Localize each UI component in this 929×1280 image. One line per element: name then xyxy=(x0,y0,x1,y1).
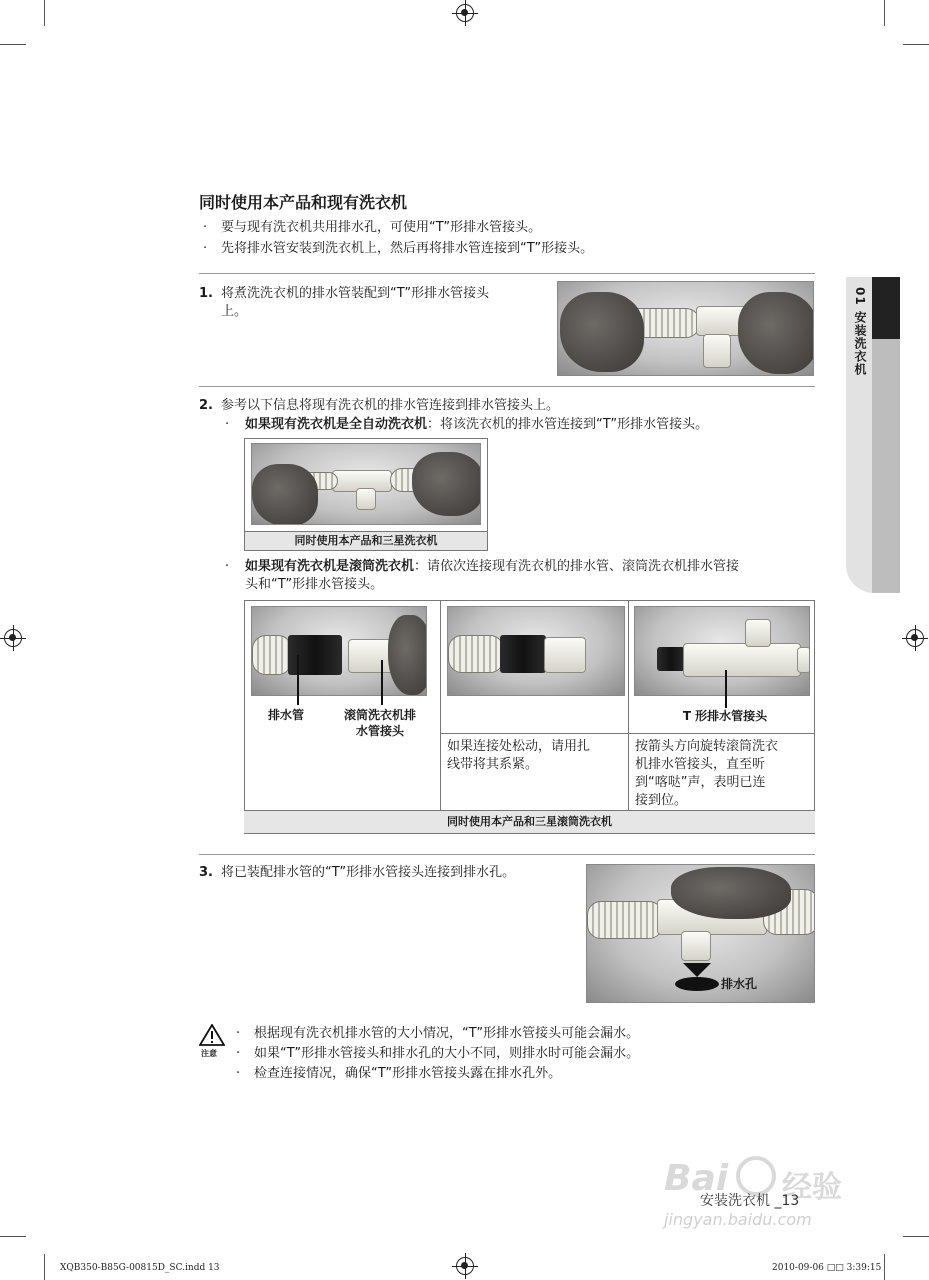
table-border xyxy=(244,833,815,834)
crop-line xyxy=(44,0,45,26)
bullet-icon: · xyxy=(225,559,230,574)
label-t-connector: T 形排水管接头 xyxy=(682,709,768,723)
watermark-text: Bai xyxy=(664,1158,729,1199)
photo-step1 xyxy=(557,281,814,376)
bullet-icon: · xyxy=(236,1046,241,1061)
cell-text: 机排水管接头，直至听 xyxy=(635,757,766,772)
registration-mark-bottom xyxy=(456,1257,474,1275)
cell-text: 线带将其系紧。 xyxy=(447,757,539,772)
chapter-tab-label: 01 安装洗衣机 xyxy=(853,287,867,376)
step-text: 将已装配排水管的“T”形排水管接头连接到排水孔。 xyxy=(221,865,516,880)
intro-bullet: · 要与现有洗衣机共用排水孔，可使用“T”形排水管接头。 xyxy=(203,218,541,238)
label-drain-hole: 排水孔 xyxy=(721,977,758,991)
photo-t-connector xyxy=(634,606,810,696)
frame-line xyxy=(487,438,488,531)
footer-file: XQB350-B85G-00815D_SC.indd 13 xyxy=(60,1263,220,1273)
caution-item: · 如果“T”形排水管接头和排水孔的大小不同，则排水时可能会漏水。 xyxy=(236,1044,639,1064)
crop-line xyxy=(44,1254,45,1280)
watermark-url: jingyan.baidu.com xyxy=(664,1210,812,1229)
arrow-down-icon xyxy=(683,963,711,977)
drain-hole-icon xyxy=(675,977,719,991)
caution-item: · 检查连接情况，确保“T”形排水管接头露在排水孔外。 xyxy=(236,1064,561,1084)
label-drum-connector: 滚筒洗衣机排 xyxy=(343,708,416,722)
step-text: 将煮洗洗衣机的排水管装配到“T”形排水管接头 xyxy=(221,286,490,301)
bullet-icon: · xyxy=(236,1066,241,1081)
step-text: 参考以下信息将现有洗衣机的排水管连接到排水管接头上。 xyxy=(221,398,560,413)
divider xyxy=(199,386,815,387)
crop-line xyxy=(0,44,26,45)
bullet-icon: · xyxy=(225,417,230,432)
caution-item: · 根据现有洗衣机排水管的大小情况，“T”形排水管接头可能会漏水。 xyxy=(236,1024,639,1044)
photo-hose-connector xyxy=(447,606,625,696)
label-drain-hose: 排水管 xyxy=(267,708,304,722)
bullet-icon: · xyxy=(203,241,208,256)
cell-text: 接到位。 xyxy=(635,793,688,808)
table-border xyxy=(244,600,815,601)
photo-automatic-washer xyxy=(251,443,481,525)
registration-mark-left xyxy=(4,629,22,647)
table-border xyxy=(814,600,815,833)
table-border xyxy=(244,600,245,833)
frame-line xyxy=(244,438,488,439)
crop-line xyxy=(884,1254,885,1280)
crop-line xyxy=(903,44,929,45)
frame-line xyxy=(244,438,245,531)
label-pointer xyxy=(725,670,727,708)
divider xyxy=(199,854,815,855)
step-number: 3. xyxy=(199,865,213,880)
photo-drum-hose xyxy=(251,606,427,696)
section-title: 同时使用本产品和现有洗衣机 xyxy=(199,193,408,212)
label-drum-connector: 水管接头 xyxy=(355,724,404,738)
crop-line xyxy=(0,1236,26,1237)
cell-text: 按箭头方向旋转滚筒洗衣 xyxy=(635,739,779,754)
step-text: 上。 xyxy=(221,304,248,319)
crop-line xyxy=(903,1236,929,1237)
table-border xyxy=(628,600,629,810)
caution-label: 注意 xyxy=(201,1049,217,1058)
table-border xyxy=(440,600,441,810)
step-number: 2. xyxy=(199,398,213,413)
warning-triangle-icon xyxy=(199,1024,225,1046)
sub-bullet: · 如果现有洗衣机是全自动洗衣机：将该洗衣机的排水管连接到“T”形排水管接头。 xyxy=(225,417,709,432)
page-number: 安装洗衣机 _13 xyxy=(700,1193,800,1209)
sub-bullet: · 如果现有洗衣机是滚筒洗衣机：请依次连接现有洗衣机的排水管、滚筒洗衣机排水管接 xyxy=(225,559,740,574)
caption: 同时使用本产品和三星滚筒洗衣机 xyxy=(244,811,815,833)
label-pointer xyxy=(297,655,299,705)
table-border xyxy=(440,733,815,734)
sub-bullet-cont: 头和“T”形排水管接头。 xyxy=(245,577,384,592)
registration-mark-right xyxy=(906,629,924,647)
caption: 同时使用本产品和三星洗衣机 xyxy=(244,531,488,551)
watermark-text: 经验 xyxy=(782,1170,842,1205)
registration-mark-top xyxy=(456,4,474,22)
step-number: 1. xyxy=(199,286,213,301)
intro-bullet: · 先将排水管安装到洗衣机上，然后再将排水管连接到“T”形接头。 xyxy=(203,239,593,259)
label-pointer xyxy=(381,660,383,705)
divider xyxy=(199,273,815,274)
photo-drain-hole xyxy=(586,864,815,1003)
bullet-icon: · xyxy=(236,1026,241,1041)
bullet-icon: · xyxy=(203,220,208,235)
cell-text: 如果连接处松动，请用扎 xyxy=(447,739,591,754)
cell-text: 到“喀哒”声，表明已连 xyxy=(635,775,766,790)
crop-line xyxy=(884,0,885,26)
footer-date: 2010-09-06 □□ 3:39:15 xyxy=(772,1263,882,1273)
